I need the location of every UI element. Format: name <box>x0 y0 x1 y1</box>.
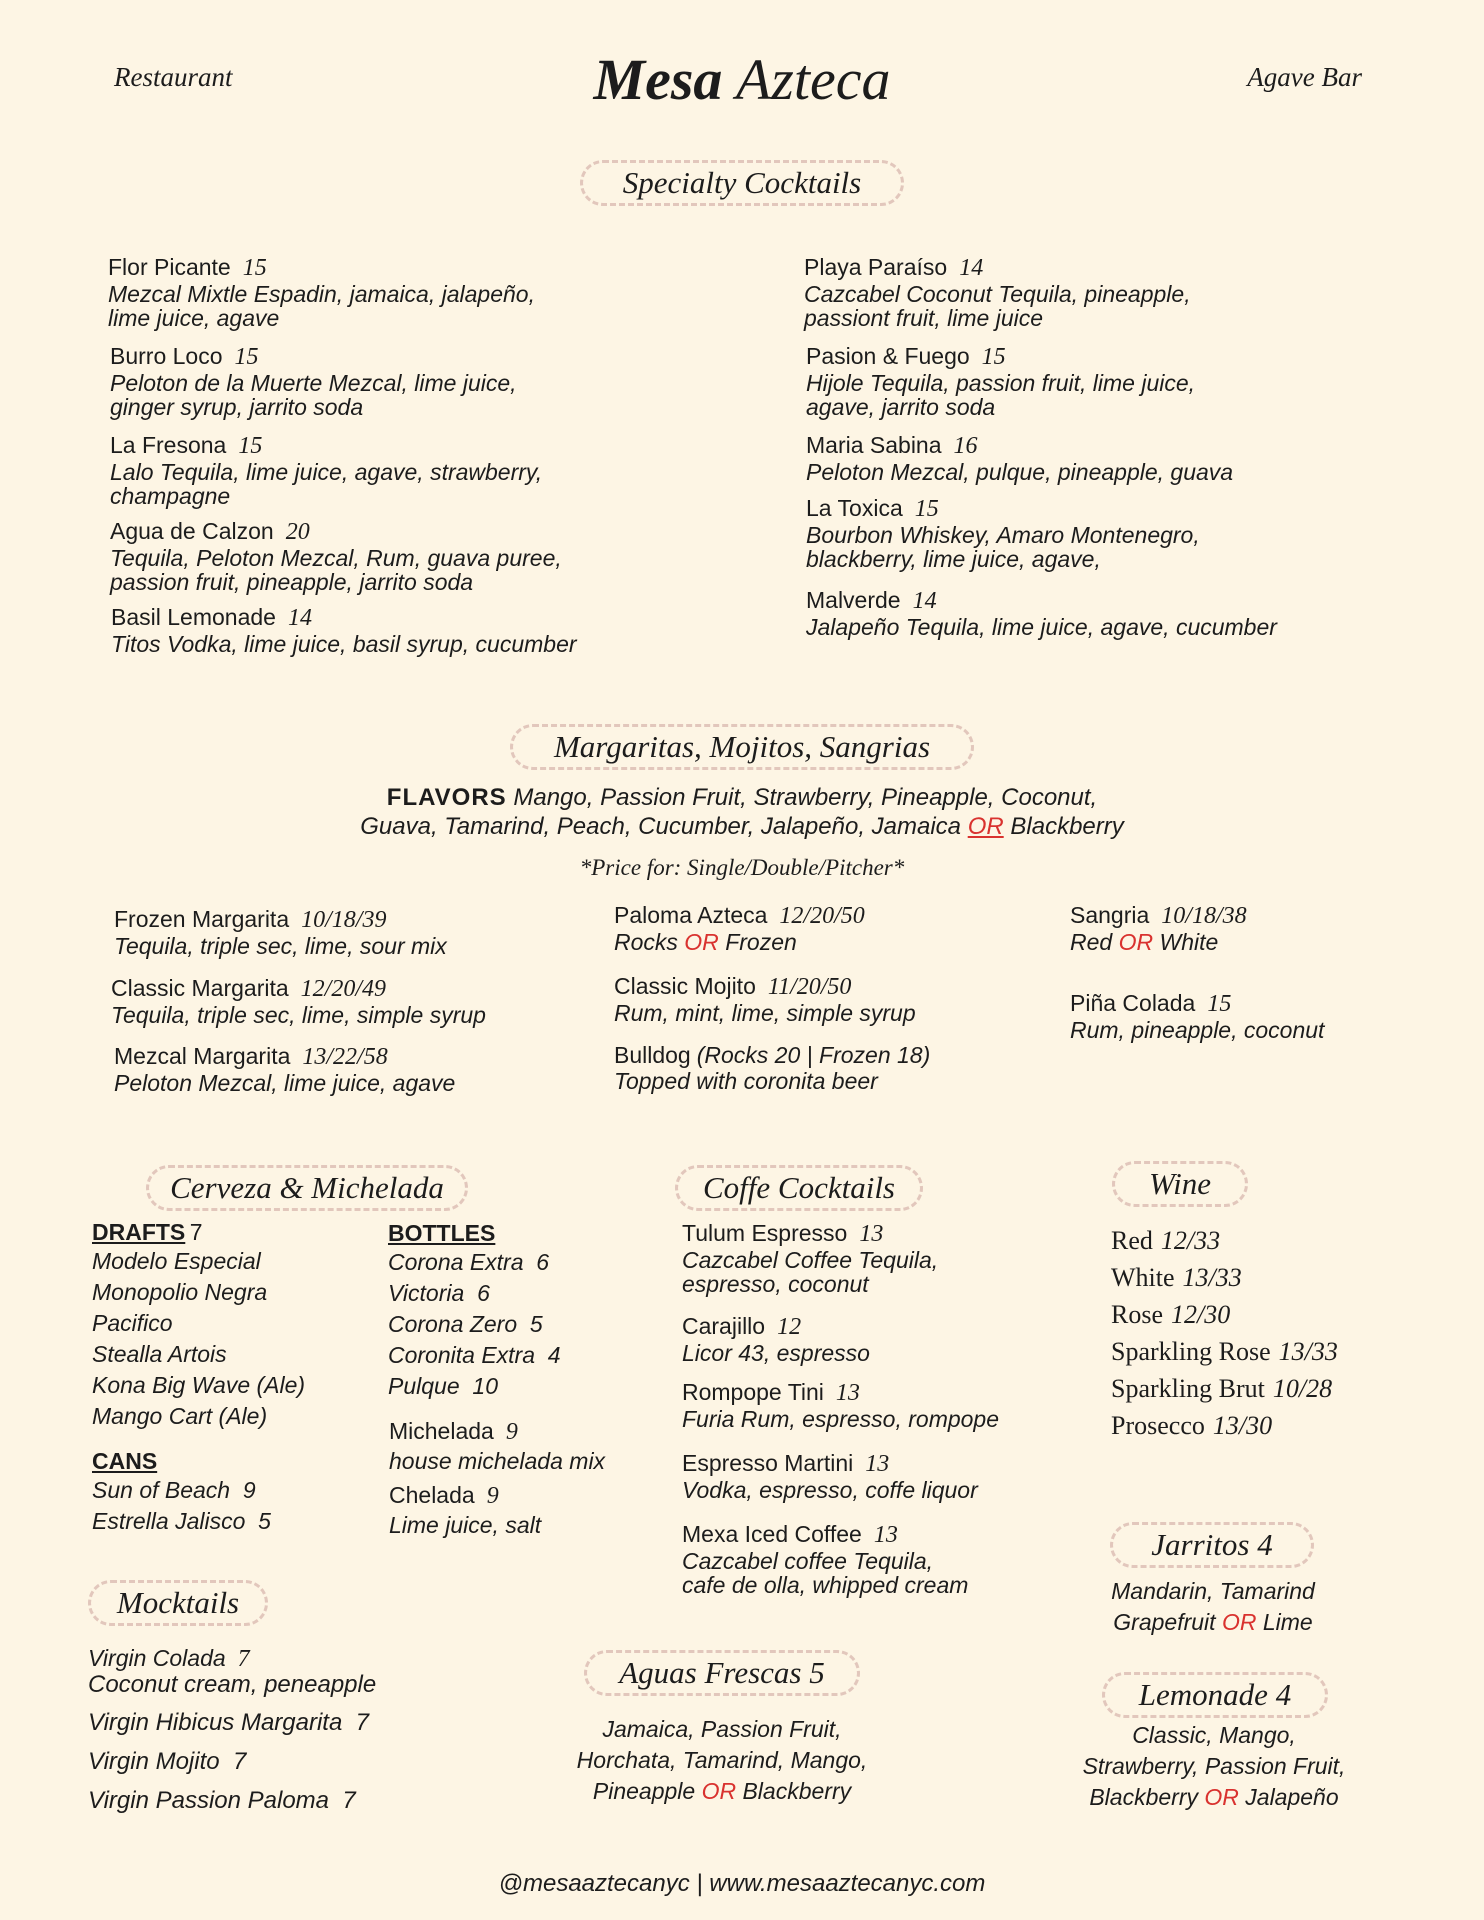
menu-item: Malverde 14 Jalapeño Tequila, lime juice, agave, cucumber <box>806 587 1277 640</box>
menu-item: Pasion & Fuego 15 Hijole Tequila, passion fruit, lime juice, agave, jarrito soda <box>806 343 1196 420</box>
menu-item: Chelada 9 Lime juice, salt <box>389 1482 542 1538</box>
cans-list: CANS Sun of Beach 9 Estrella Jalisco 5 <box>92 1448 271 1534</box>
menu-item: Basil Lemonade 14 Titos Vodka, lime juice, basil syrup, cucumber <box>111 604 577 657</box>
menu-item: Carajillo 12 Licor 43, espresso <box>682 1313 870 1366</box>
bottles-list: BOTTLES Corona Extra 6 Victoria 6 Corona Zero 5 Coronita Extra 4 Pulque 10 <box>388 1220 561 1399</box>
menu-item: Piña Colada 15 Rum, pineapple, coconut <box>1070 990 1325 1043</box>
section-title-lemonade: Lemonade 4 <box>1102 1672 1328 1718</box>
restaurant-title: Mesa Azteca <box>593 47 891 112</box>
menu-item: Burro Loco 15 Peloton de la Muerte Mezcal, lime juice, ginger syrup, jarrito soda <box>110 343 517 420</box>
jarritos-list: Mandarin, Tamarind Grapefruit OR Lime <box>1111 1578 1315 1635</box>
menu-item: Michelada 9 house michelada mix <box>389 1418 606 1474</box>
menu-item: Maria Sabina 16 Peloton Mezcal, pulque, pineapple, guava <box>806 432 1234 485</box>
menu-item: Sangria 10/18/38 Red OR White <box>1070 902 1247 955</box>
section-title-coffee: Coffe Cocktails <box>675 1165 923 1211</box>
flavors-line-2: Guava, Tamarind, Peach, Cucumber, Jalapeño, Jamaica OR Blackberry <box>360 813 1124 840</box>
menu-item: Flor Picante 15 Mezcal Mixtle Espadin, jamaica, jalapeño, lime juice, agave <box>108 254 535 331</box>
section-title-jarritos: Jarritos 4 <box>1110 1522 1314 1568</box>
menu-item: Classic Margarita 12/20/49 Tequila, triple sec, lime, simple syrup <box>111 975 486 1028</box>
drafts-list: DRAFTS 7 Modelo Especial Monopolio Negra Pacifico Stealla Artois Kona Big Wave (Ale) Mango Cart (Ale) <box>92 1219 306 1429</box>
section-title-cerveza: Cerveza & Michelada <box>146 1165 468 1211</box>
menu-item: Playa Paraíso 14 Cazcabel Coconut Tequila, pineapple, passiont fruit, lime juice <box>804 254 1191 331</box>
header-left-label: Restaurant <box>114 62 233 92</box>
menu-item: Rompope Tini 13 Furia Rum, espresso, rompope <box>682 1379 1000 1432</box>
header-right-label: Agave Bar <box>1247 62 1362 92</box>
flavors-line-1: FLAVORS Mango, Passion Fruit, Strawberry, Pineapple, Coconut, <box>386 784 1098 811</box>
menu-item: Frozen Margarita 10/18/39 Tequila, triple sec, lime, sour mix <box>114 906 447 959</box>
menu-item: Mexa Iced Coffee 13 Cazcabel coffee Tequila, cafe de olla, whipped cream <box>682 1521 969 1598</box>
menu-item: Bulldog (Rocks 20 | Frozen 18) Topped with coronita beer <box>614 1042 931 1094</box>
section-title-mocktails: Mocktails <box>88 1580 268 1626</box>
menu-item: Paloma Azteca 12/20/50 Rocks OR Frozen <box>614 902 865 955</box>
mocktails-list: Virgin Hibicus Margarita 7 Virgin Mojito 7 Virgin Passion Paloma 7 <box>88 1709 370 1814</box>
menu-item: Tulum Espresso 13 Cazcabel Coffee Tequila, espresso, coconut <box>682 1220 939 1297</box>
aguas-list: Jamaica, Passion Fruit, Horchata, Tamarind, Mango, Pineapple OR Blackberry <box>576 1716 868 1804</box>
wine-list: Red 12/33 White 13/33 Rose 12/30 Sparkling Rose 13/33 Sparkling Brut 10/28 Prosecco 13/30 <box>1111 1226 1338 1440</box>
section-title-aguas: Aguas Frescas 5 <box>584 1650 860 1696</box>
menu-item: Agua de Calzon 20 Tequila, Peloton Mezcal, Rum, guava puree, passion fruit, pineapple, jarrito soda <box>110 518 562 595</box>
footer-contact[interactable]: @mesaaztecanyc | www.mesaaztecanyc.com <box>498 1870 986 1897</box>
menu-item: La Toxica 15 Bourbon Whiskey, Amaro Montenegro, blackberry, lime juice, agave, <box>806 495 1200 572</box>
menu-item: Classic Mojito 11/20/50 Rum, mint, lime, simple syrup <box>614 973 916 1026</box>
menu-item: Espresso Martini 13 Vodka, espresso, coffe liquor <box>682 1450 978 1503</box>
menu-item: La Fresona 15 Lalo Tequila, lime juice, agave, strawberry, champagne <box>110 432 543 509</box>
menu-item: Mezcal Margarita 13/22/58 Peloton Mezcal, lime juice, agave <box>114 1043 456 1096</box>
section-title-margaritas: Margaritas, Mojitos, Sangrias <box>510 724 974 770</box>
lemonade-list: Classic, Mango, Strawberry, Passion Fruit, Blackberry OR Jalapeño <box>1082 1722 1346 1810</box>
section-title-specialty: Specialty Cocktails <box>580 160 904 206</box>
price-note: *Price for: Single/Double/Pitcher* <box>579 855 905 880</box>
section-title-wine: Wine <box>1112 1161 1248 1207</box>
menu-item: Virgin Colada 7 Coconut cream, peneapple <box>88 1645 377 1698</box>
